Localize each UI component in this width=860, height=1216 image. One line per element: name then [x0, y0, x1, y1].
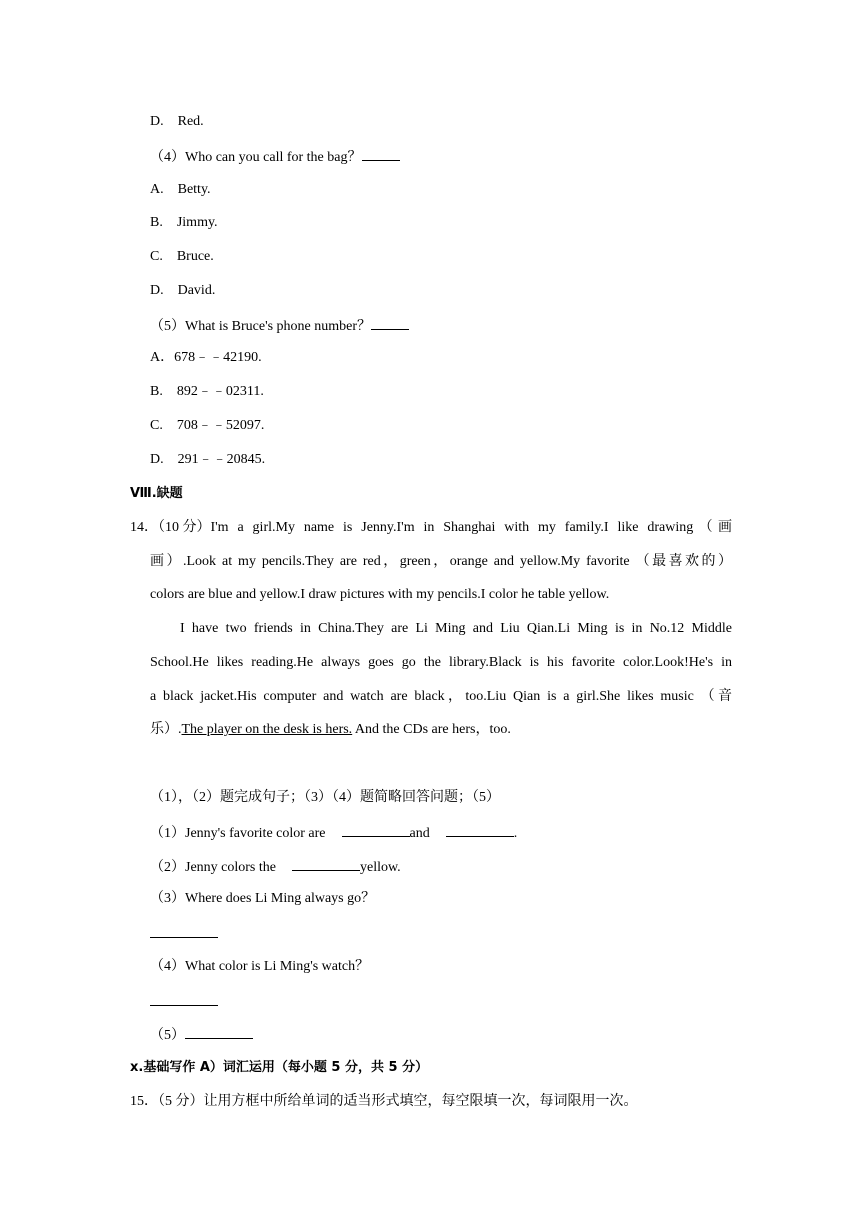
- passage-line: I'm a girl.My name is Jenny.I'm in Shanghai with my family.I like drawing（画: [210, 520, 732, 535]
- q15-text: 15．（5 分）让用方框中所给单词的适当形式填空，每空限填一次，每词限用一次。: [130, 1094, 638, 1109]
- q3-option-d: D. Red.: [150, 114, 204, 129]
- q14-sub3: （3）Where does Li Ming always go？: [150, 891, 376, 906]
- sub1-text: （1）Jenny's favorite color are: [150, 826, 326, 841]
- answer-blank: [150, 991, 218, 1006]
- q14-sub3-answer: [150, 923, 218, 945]
- q4-option-d: D. David.: [150, 283, 216, 298]
- q5-stem-text: （5）What is Bruce's phone number？: [150, 319, 372, 334]
- answer-blank: [292, 856, 360, 871]
- sub2-end: yellow.: [359, 860, 401, 875]
- sub1-and: and: [409, 826, 430, 841]
- answer-blank: [446, 822, 514, 837]
- sub1-end: .: [513, 826, 518, 841]
- passage-text: 乐）.: [150, 722, 182, 737]
- answer-blank: [362, 146, 400, 161]
- sub2-text: （2）Jenny colors the: [150, 860, 276, 875]
- answer-blank: [185, 1024, 253, 1039]
- q14-sub1: [150, 822, 517, 844]
- q14-instructions: （1），（2）题完成句子；（3）（4）题简略回答问题；（5）: [150, 790, 500, 805]
- q5-stem: [150, 315, 409, 337]
- section-heading: Ⅷ.缺题: [130, 486, 183, 501]
- passage-line: I have two friends in China.They are Li Ming and Liu Qian.Li Ming is in No.12 Middle: [180, 621, 732, 636]
- q4-stem-text: （4）Who can you call for the bag？: [150, 150, 362, 165]
- q5-option-b: B. 892﹣﹣02311.: [150, 384, 264, 399]
- q14-sub4: （4）What color is Li Ming's watch？: [150, 959, 370, 974]
- passage-line: a black jacket.His computer and watch are black，too.Liu Qian is a girl.She likes music （音: [150, 689, 732, 704]
- q4-option-c: C. Bruce.: [150, 249, 214, 264]
- q4-option-a: A. Betty.: [150, 182, 211, 197]
- q5-option-c: C. 708﹣﹣52097.: [150, 418, 265, 433]
- passage-line: [150, 720, 511, 740]
- answer-blank: [371, 315, 409, 330]
- q14-sub5: [150, 1024, 253, 1046]
- passage-line: colors are blue and yellow.I draw pictures with my pencils.I color he table yellow.: [150, 587, 610, 602]
- underlined-sentence: The player on the desk is hers.: [181, 722, 353, 737]
- section-heading: x.基础写作 A）词汇运用（每小题 5 分，共 5 分）: [130, 1060, 429, 1075]
- q5-option-d: D. 291﹣﹣20845.: [150, 452, 266, 467]
- q4-option-b: B. Jimmy.: [150, 215, 218, 230]
- passage-line: 画）.Look at my pencils.They are red，green，orange and yellow.My favorite （最喜欢的）: [150, 554, 732, 569]
- q5-option-a: A．678﹣﹣42190.: [150, 350, 262, 365]
- passage-text: And the CDs are hers，too.: [352, 722, 511, 737]
- q14-first-line: [130, 518, 732, 538]
- answer-blank: [342, 822, 410, 837]
- passage-line: School.He likes reading.He always goes go the library.Black is his favorite color.Look!He's in: [150, 655, 732, 670]
- q14-sub4-answer: [150, 991, 218, 1013]
- sub5-text: （5）: [150, 1028, 185, 1043]
- answer-blank: [150, 923, 218, 938]
- q14-number: 14．（10 分）: [130, 520, 211, 535]
- q14-sub2: [150, 856, 401, 878]
- q4-stem: [150, 146, 400, 168]
